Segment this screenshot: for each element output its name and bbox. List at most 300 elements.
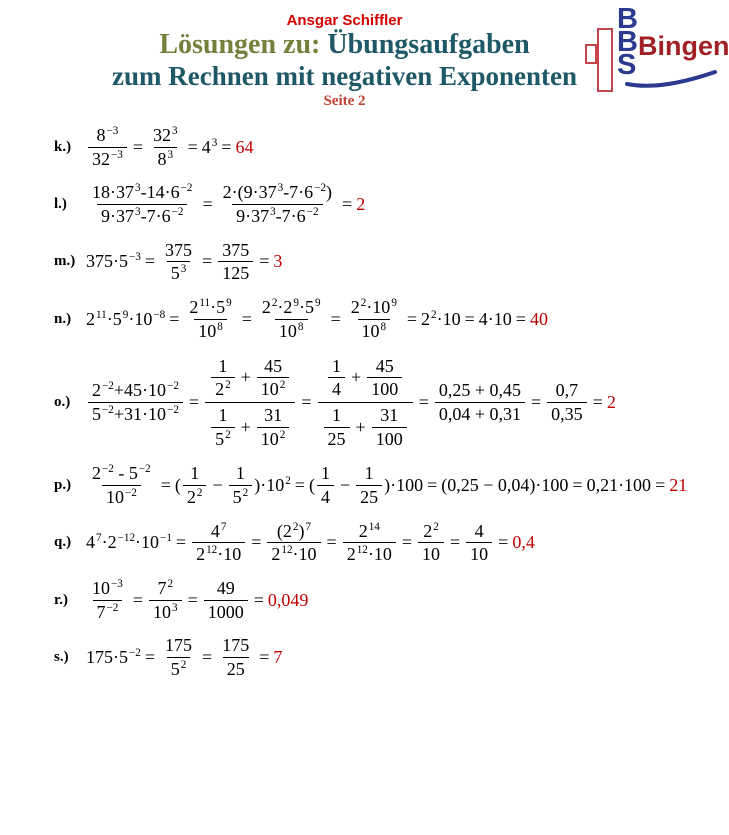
math-token: 100 <box>371 379 399 400</box>
item-label: o.) <box>54 393 71 410</box>
numerator <box>372 355 398 378</box>
denominator <box>435 402 525 426</box>
fraction <box>435 379 525 425</box>
result-value: 2 <box>606 391 616 412</box>
math-token: 0,21·100 <box>586 474 652 495</box>
denominator <box>205 402 295 451</box>
operator: = <box>592 391 603 412</box>
fraction <box>204 577 248 623</box>
operator: = <box>221 136 232 157</box>
title-main: Übungsaufgaben <box>327 29 530 60</box>
math-expression <box>86 577 308 623</box>
math-token: 175 <box>222 635 250 656</box>
math-token: $5^3$ <box>170 263 187 284</box>
denominator <box>102 485 141 509</box>
fraction <box>88 577 127 623</box>
math-token: $-7\cdot 6^{-2}$ <box>283 182 327 203</box>
math-token: 0,35 <box>551 403 583 424</box>
math-token: $8^{-3}$ <box>96 125 119 145</box>
math-token: 1 <box>218 355 228 376</box>
fraction <box>149 124 182 170</box>
operator: = <box>187 589 198 610</box>
math-token: 4·10 <box>478 308 512 329</box>
item-label: r.) <box>54 591 69 608</box>
operator: = <box>418 391 429 412</box>
operator: − <box>212 474 223 495</box>
math-token: $2\cdot(9\cdot 37^3$ <box>222 182 284 203</box>
operator: + <box>351 367 362 388</box>
math-token: ·10 <box>367 544 392 565</box>
math-token: $+31\cdot 10^{-2}$ <box>113 403 179 424</box>
numerator <box>218 634 253 657</box>
fraction <box>205 354 295 452</box>
numerator <box>161 239 196 262</box>
math-token: $375\cdot 5^{-3}$ <box>86 251 141 272</box>
fraction <box>258 296 325 342</box>
numerator <box>149 124 182 147</box>
math-token: $\cdot 2^{-12}$ <box>101 532 136 553</box>
denominator <box>317 485 334 509</box>
denominator <box>167 261 191 285</box>
numerator <box>435 379 525 402</box>
operator: = <box>160 474 171 495</box>
fraction <box>317 462 334 508</box>
math-token: )·100 <box>384 474 424 495</box>
fraction <box>88 181 196 227</box>
denominator <box>356 485 382 509</box>
title-subtitle: zum Rechnen mit negativen Exponenten <box>112 61 577 91</box>
logo-tower-icon <box>585 28 617 100</box>
denominator <box>372 427 407 451</box>
math-token: 1000 <box>207 601 244 622</box>
math-token: $2^2$ <box>350 297 367 318</box>
numerator <box>88 462 155 485</box>
numerator <box>93 124 123 147</box>
fraction <box>219 181 336 227</box>
operator: = <box>342 194 353 215</box>
denominator <box>183 485 207 509</box>
math-token: $-7\cdot 6^{-2}$ <box>275 206 319 227</box>
math-token: $2^{-2}$ <box>92 463 114 484</box>
numerator <box>273 520 315 543</box>
solution-line-n <box>0 296 729 342</box>
numerator <box>328 355 345 378</box>
fraction <box>324 404 350 450</box>
math-token: 4 <box>332 379 342 400</box>
math-token: )$^7$ <box>298 520 312 541</box>
operator: = <box>464 308 475 329</box>
math-token: 0,25 + 0,45 <box>438 380 521 401</box>
math-token: 1 <box>364 463 374 484</box>
fraction <box>211 355 235 401</box>
operator: = <box>531 391 542 412</box>
logo-letter-s: S <box>617 49 637 81</box>
operator: + <box>240 416 251 437</box>
operator: = <box>188 391 200 412</box>
math-expression <box>86 296 548 342</box>
numerator <box>207 520 231 543</box>
math-token: $10^8$ <box>198 320 223 341</box>
math-token: 10 <box>470 544 489 565</box>
denominator <box>194 319 227 343</box>
fraction <box>547 379 587 425</box>
math-token: $4^7$ <box>210 520 227 541</box>
item-label: p.) <box>54 476 72 493</box>
numerator <box>260 355 286 378</box>
math-expression <box>86 634 282 680</box>
operator: = <box>259 647 270 668</box>
item-label: q.) <box>54 534 72 551</box>
operator: = <box>175 532 187 553</box>
math-token: ·10 <box>436 308 461 329</box>
math-token: $10^8$ <box>278 320 304 341</box>
math-token: $2^2$ <box>261 297 278 318</box>
math-token: 31 <box>380 404 399 425</box>
math-token: $9\cdot 37^3$ <box>236 206 276 227</box>
operator: + <box>355 416 366 437</box>
operator: = <box>406 308 418 329</box>
numerator <box>317 462 334 485</box>
math-token: $2^{14}$ <box>358 520 380 541</box>
denominator <box>466 542 492 566</box>
math-token: ( <box>174 474 181 495</box>
fraction <box>88 124 127 170</box>
logo-letters <box>617 3 638 81</box>
math-token: 1 <box>235 463 245 484</box>
solution-line-p <box>0 462 729 508</box>
math-expression <box>86 239 282 285</box>
math-token: $2^2$ <box>186 486 203 507</box>
logo-letter-b2: B <box>617 26 638 58</box>
operator: = <box>169 308 180 329</box>
bbs-bingen-logo <box>583 3 729 110</box>
math-token: $2^{12}$ <box>271 544 293 565</box>
operator: = <box>241 308 252 329</box>
math-token: 175 <box>165 635 193 656</box>
operator: = <box>132 136 144 157</box>
fraction <box>161 239 196 285</box>
denominator <box>149 600 182 624</box>
item-label: k.) <box>54 138 72 155</box>
math-token: 100 <box>375 428 403 449</box>
math-token: 1 <box>332 355 342 376</box>
math-token: (0,25 − 0,04)·100 <box>441 474 569 495</box>
fraction <box>343 520 396 566</box>
math-token: $9\cdot 37^3$ <box>101 206 141 227</box>
math-token: $-14\cdot 6^{-2}$ <box>140 182 193 203</box>
math-token: $7^{-2}$ <box>96 601 119 622</box>
math-token: 25 <box>360 486 379 507</box>
math-token: $\cdot 5^9$ <box>106 308 129 329</box>
math-token: $-7\cdot 6^{-2}$ <box>140 206 184 227</box>
operator: = <box>132 589 144 610</box>
math-token: 0,7 <box>555 380 579 401</box>
numerator <box>419 520 443 543</box>
math-token: $2^2$ <box>215 379 231 400</box>
operator: = <box>187 136 198 157</box>
denominator <box>211 427 235 451</box>
denominator <box>154 147 178 171</box>
result-value: 7 <box>273 647 283 668</box>
fraction <box>183 462 207 508</box>
math-token: ·10 <box>292 544 317 565</box>
fraction <box>356 462 382 508</box>
math-token: 1 <box>190 463 200 484</box>
math-token: ) <box>326 182 333 203</box>
math-token: $10^{-2}$ <box>105 486 137 507</box>
math-token: $32^3$ <box>153 125 178 145</box>
operator: = <box>301 391 312 412</box>
operator: = <box>144 647 156 668</box>
logo-swoosh-icon <box>625 70 717 88</box>
math-token: $32^{-3}$ <box>92 148 123 169</box>
math-token: $5^2$ <box>170 659 187 680</box>
math-token: $18\cdot 37^3$ <box>92 182 141 203</box>
denominator <box>358 319 391 343</box>
math-token: 1 <box>320 463 330 484</box>
math-token: $10^8$ <box>361 320 387 341</box>
numerator <box>213 577 239 600</box>
math-token: 375 <box>165 239 193 260</box>
denominator <box>88 402 183 426</box>
math-token: 1 <box>218 404 228 425</box>
fraction <box>418 520 444 566</box>
fraction <box>218 239 253 285</box>
operator: = <box>515 308 526 329</box>
math-token: 4 <box>474 520 484 541</box>
numerator <box>205 354 295 402</box>
math-token: $10^3$ <box>153 601 178 622</box>
math-token: $10^{-3}$ <box>92 578 123 598</box>
denominator <box>547 402 587 426</box>
logo-tower-tall-block <box>597 28 613 92</box>
page-number: Seite 2 <box>323 93 366 109</box>
math-token: $2^2$ <box>423 520 439 541</box>
fraction <box>229 462 253 508</box>
solution-line-q <box>0 520 729 566</box>
math-token: $2^{-2}$ <box>92 380 114 401</box>
numerator <box>88 181 196 204</box>
math-token: $\cdot 5^9$ <box>210 297 232 318</box>
fraction <box>318 354 413 452</box>
operator: = <box>144 251 156 272</box>
result-value: 3 <box>273 251 283 272</box>
operator: = <box>251 532 262 553</box>
math-token: $2^{12}$ <box>196 544 218 565</box>
math-token: $10^2$ <box>260 379 286 400</box>
title-prefix: Lösungen zu: <box>159 29 328 60</box>
math-token: $2^{11}$ <box>86 308 107 329</box>
numerator <box>328 404 345 427</box>
numerator <box>186 462 203 485</box>
operator: = <box>572 474 583 495</box>
fraction <box>211 404 235 450</box>
numerator <box>355 520 384 543</box>
item-label: s.) <box>54 649 69 666</box>
denominator <box>218 261 253 285</box>
result-value: 64 <box>235 136 254 157</box>
fraction <box>372 404 407 450</box>
math-expression <box>86 124 254 170</box>
numerator <box>185 296 235 319</box>
math-token: $2^{12}$ <box>346 544 368 565</box>
operator: = <box>259 251 270 272</box>
denominator <box>267 542 320 566</box>
item-label: n.) <box>54 310 72 327</box>
math-token: $5^2$ <box>232 486 249 507</box>
numerator <box>552 379 583 402</box>
operator: = <box>427 474 438 495</box>
math-token: 375 <box>222 239 250 260</box>
fraction <box>328 355 345 401</box>
fraction <box>218 634 253 680</box>
fraction <box>466 520 492 566</box>
math-token: 25 <box>226 659 245 680</box>
math-token: )$\cdot 10^2$ <box>254 474 291 495</box>
denominator <box>223 657 249 681</box>
denominator <box>257 377 290 401</box>
operator: + <box>240 367 251 388</box>
operator: = <box>326 532 337 553</box>
denominator <box>343 542 396 566</box>
operator: = <box>401 532 412 553</box>
operator: = <box>450 532 461 553</box>
denominator <box>324 427 350 451</box>
fraction <box>257 355 290 401</box>
math-token: 1 <box>332 404 342 425</box>
math-expression <box>86 462 687 508</box>
numerator <box>347 296 401 319</box>
math-token: 45 <box>264 355 283 376</box>
fraction <box>257 404 290 450</box>
math-token: 49 <box>216 578 235 598</box>
logo-letter-b1: B <box>617 3 638 35</box>
numerator <box>471 520 488 543</box>
math-token: ( <box>308 474 315 495</box>
math-token: $\cdot 10^9$ <box>366 297 397 318</box>
math-token: - $5^{-2}$ <box>113 463 151 484</box>
denominator <box>318 402 413 451</box>
operator: = <box>498 532 509 553</box>
math-token: $5^{-2}$ <box>92 403 114 424</box>
fraction <box>149 577 182 623</box>
numerator <box>258 296 325 319</box>
math-token: 10 <box>422 544 440 565</box>
math-token: $2^{11}$ <box>189 297 211 318</box>
math-expression <box>86 520 535 566</box>
denominator <box>229 485 253 509</box>
math-token: $4^3$ <box>201 136 218 157</box>
math-token: $7^2$ <box>157 578 174 598</box>
fraction <box>347 296 401 342</box>
math-token: ·10 <box>217 544 242 565</box>
fraction <box>185 296 235 342</box>
result-value: 2 <box>356 194 366 215</box>
result-value: 40 <box>529 308 548 329</box>
math-token: 125 <box>222 263 250 284</box>
numerator <box>218 239 253 262</box>
numerator <box>88 379 183 402</box>
math-token: 25 <box>327 428 346 449</box>
fraction <box>88 462 155 508</box>
numerator <box>154 577 178 600</box>
operator: = <box>202 647 213 668</box>
denominator <box>367 377 402 401</box>
operator: = <box>253 589 264 610</box>
numerator <box>214 355 231 378</box>
denominator <box>232 204 322 228</box>
denominator <box>418 542 444 566</box>
denominator <box>97 204 187 228</box>
solution-line-l <box>0 181 729 227</box>
solution-line-s <box>0 634 729 680</box>
math-token: $4^7$ <box>86 532 102 553</box>
result-value: 0,049 <box>267 589 309 610</box>
denominator <box>192 542 245 566</box>
numerator <box>322 354 408 402</box>
math-token: $\cdot 2^9$ <box>277 297 299 318</box>
solution-line-o <box>0 354 729 452</box>
math-token: 45 <box>375 355 394 376</box>
operator: = <box>202 251 213 272</box>
numerator <box>219 181 336 204</box>
denominator <box>167 657 191 681</box>
math-token: $2^2$ <box>421 308 437 329</box>
numerator <box>88 577 127 600</box>
result-value: 0,4 <box>512 532 535 553</box>
numerator <box>232 462 249 485</box>
fraction <box>192 520 245 566</box>
denominator <box>88 147 127 171</box>
solution-line-k <box>0 124 729 170</box>
solution-line-m <box>0 239 729 285</box>
denominator <box>328 377 345 401</box>
fraction <box>267 520 320 566</box>
item-label: l.) <box>54 196 67 213</box>
math-token: 0,04 + 0,31 <box>438 403 521 424</box>
math-token: $175\cdot 5^{-2}$ <box>86 647 141 668</box>
math-token: $\cdot 10^{-1}$ <box>135 532 172 553</box>
solutions-list <box>0 110 729 681</box>
numerator <box>361 462 378 485</box>
denominator <box>204 600 248 624</box>
math-token: $+45\cdot 10^{-2}$ <box>113 380 179 401</box>
operator: = <box>294 474 305 495</box>
math-token: 4 <box>320 486 330 507</box>
math-token: ($2^2$ <box>276 520 299 541</box>
item-label: m.) <box>54 253 76 270</box>
fraction <box>161 634 196 680</box>
math-token: $\cdot 10^{-8}$ <box>128 308 166 329</box>
math-token: $5^2$ <box>215 428 231 449</box>
numerator <box>214 404 231 427</box>
operator: = <box>330 308 341 329</box>
numerator <box>161 634 196 657</box>
math-expression <box>86 181 365 227</box>
denominator <box>211 377 235 401</box>
denominator <box>275 319 308 343</box>
solution-line-r <box>0 577 729 623</box>
denominator <box>257 427 290 451</box>
numerator <box>260 404 286 427</box>
fraction <box>367 355 402 401</box>
numerator <box>376 404 402 427</box>
operator: = <box>202 194 213 215</box>
math-token: 31 <box>264 404 283 425</box>
math-token: $\cdot 5^9$ <box>299 297 321 318</box>
result-value: 21 <box>669 474 688 495</box>
operator: − <box>339 474 351 495</box>
